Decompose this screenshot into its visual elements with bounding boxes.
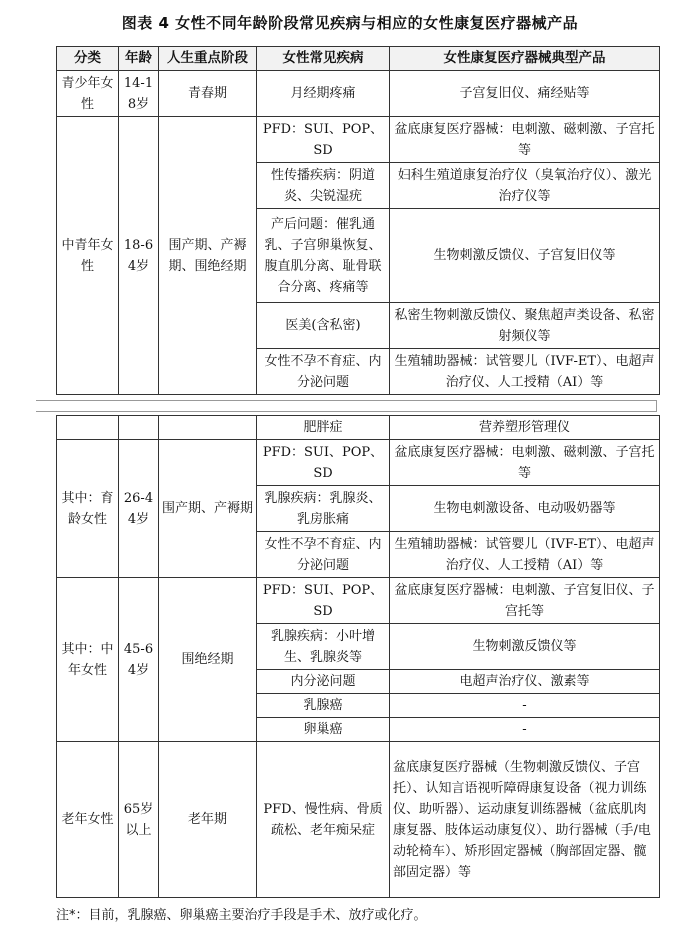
table-row: [57, 416, 660, 440]
product-cell: -: [390, 694, 660, 718]
stage-cell: 青春期: [159, 71, 257, 117]
header-category: 分类: [57, 47, 119, 71]
disease-cell: 乳腺疾病：小叶增生、乳腺炎等: [257, 624, 390, 670]
product-cell: 生物刺激反馈仪、子宫复旧仪等: [390, 209, 660, 303]
product-cell: 生物刺激反馈仪等: [390, 624, 660, 670]
age-cell: 65岁以上: [119, 742, 159, 898]
stage-cell: [159, 416, 257, 440]
product-cell: 营养塑形管理仪: [390, 416, 660, 440]
disease-cell: 内分泌问题: [257, 670, 390, 694]
table-row: [57, 71, 660, 117]
device-table-part1: [56, 46, 660, 395]
product-cell: 电超声治疗仪、激素等: [390, 670, 660, 694]
category-cell: 其中：育龄女性: [57, 440, 119, 578]
table-row: [57, 117, 660, 163]
header-products: 女性康复医疗器械典型产品: [390, 47, 660, 71]
figure-title: 图表 4 女性不同年龄阶段常见疾病与相应的女性康复医疗器械产品: [121, 14, 579, 32]
disease-cell: 乳腺癌: [257, 694, 390, 718]
product-cell: 盆底康复医疗器械：电刺激、子宫复旧仪、子宫托等: [390, 578, 660, 624]
page-break: [36, 400, 657, 412]
disease-cell: 乳腺疾病：乳腺炎、乳房胀痛: [257, 486, 390, 532]
product-cell: 盆底康复医疗器械（生物刺激反馈仪、子宫托）、认知言语视听障碍康复设备（视力训练仪、助听器）、运动康复训练器械（盆底肌肉康复器、肢体运动康复仪）、助行器械（手/电动轮椅车）、矫形固定器械（胸部固定器、髋部固定器）等: [390, 742, 660, 898]
category-cell: [57, 416, 119, 440]
footnote: 注*：目前，乳腺癌、卵巢癌主要治疗手段是手术、放疗或化疗。: [56, 908, 427, 923]
disease-cell: 月经期疼痛: [257, 71, 390, 117]
disease-cell: 产后问题：催乳通乳、子宫卵巢恢复、腹直肌分离、耻骨联合分离、疼痛等: [257, 209, 390, 303]
category-cell: 老年女性: [57, 742, 119, 898]
device-table-part2: [56, 415, 660, 898]
header-age: 年龄: [119, 47, 159, 71]
category-cell: 其中：中年女性: [57, 578, 119, 742]
stage-cell: 老年期: [159, 742, 257, 898]
stage-cell: 围产期、产褥期: [159, 440, 257, 578]
disease-cell: 女性不孕不育症、内分泌问题: [257, 349, 390, 395]
product-cell: 生殖辅助器械：试管婴儿（IVF-ET）、电超声治疗仪、人工授精（AI）等: [390, 532, 660, 578]
disease-cell: 女性不孕不育症、内分泌问题: [257, 532, 390, 578]
disease-cell: 卵巢癌: [257, 718, 390, 742]
stage-cell: 围产期、产褥期、围绝经期: [159, 117, 257, 395]
age-cell: [119, 416, 159, 440]
disease-cell: PFD、慢性病、骨质疏松、老年痴呆症: [257, 742, 390, 898]
age-cell: 45-64岁: [119, 578, 159, 742]
table-header-row: [57, 47, 660, 71]
age-cell: 26-44岁: [119, 440, 159, 578]
product-cell: 盆底康复医疗器械：电刺激、磁刺激、子宫托等: [390, 440, 660, 486]
table-row: [57, 578, 660, 624]
table-row: [57, 440, 660, 486]
stage-cell: 围绝经期: [159, 578, 257, 742]
disease-cell: PFD：SUI、POP、SD: [257, 440, 390, 486]
disease-cell: 性传播疾病：阴道炎、尖锐湿疣: [257, 163, 390, 209]
product-cell: 私密生物刺激反馈仪、聚焦超声类设备、私密射频仪等: [390, 303, 660, 349]
category-cell: 青少年女性: [57, 71, 119, 117]
age-cell: 14-18岁: [119, 71, 159, 117]
disease-cell: PFD：SUI、POP、SD: [257, 578, 390, 624]
product-cell: 子宫复旧仪、痛经贴等: [390, 71, 660, 117]
disease-cell: 医美(含私密): [257, 303, 390, 349]
disease-cell: PFD：SUI、POP、SD: [257, 117, 390, 163]
table-row: [57, 742, 660, 898]
product-cell: -: [390, 718, 660, 742]
product-cell: 生殖辅助器械：试管婴儿（IVF-ET）、电超声治疗仪、人工授精（AI）等: [390, 349, 660, 395]
header-disease: 女性常见疾病: [257, 47, 390, 71]
product-cell: 生物电刺激设备、电动吸奶器等: [390, 486, 660, 532]
disease-cell: 肥胖症: [257, 416, 390, 440]
product-cell: 妇科生殖道康复治疗仪（臭氧治疗仪）、激光治疗仪等: [390, 163, 660, 209]
age-cell: 18-64岁: [119, 117, 159, 395]
product-cell: 盆底康复医疗器械：电刺激、磁刺激、子宫托等: [390, 117, 660, 163]
category-cell: 中青年女性: [57, 117, 119, 395]
header-stage: 人生重点阶段: [159, 47, 257, 71]
